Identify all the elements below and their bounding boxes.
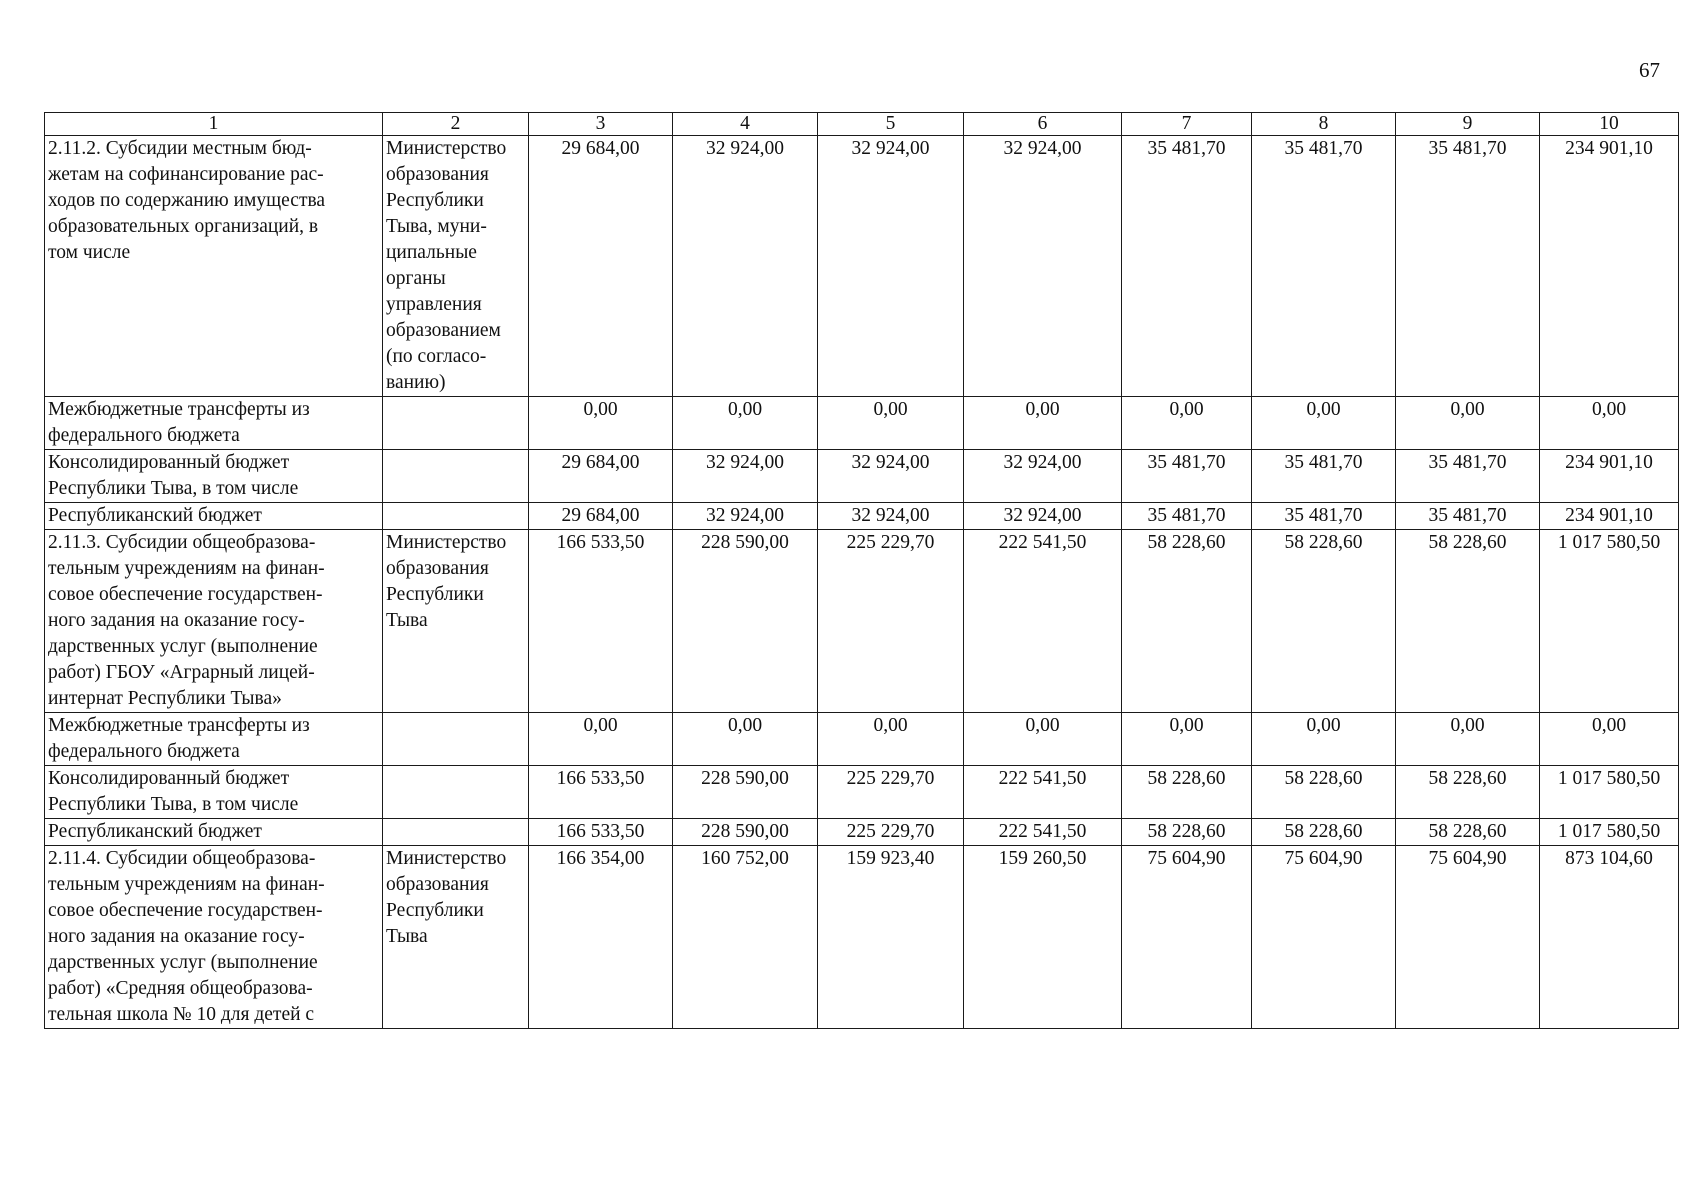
amount-cell: 58 228,60 — [1122, 766, 1252, 819]
amount-cell: 32 924,00 — [964, 450, 1122, 503]
amount-cell: 225 229,70 — [818, 766, 964, 819]
amount-cell: 159 923,40 — [818, 846, 964, 1029]
amount-cell: 35 481,70 — [1396, 136, 1540, 397]
amount-cell: 32 924,00 — [673, 450, 818, 503]
row-description: Республиканский бюджет — [45, 503, 383, 530]
amount-cell: 58 228,60 — [1122, 819, 1252, 846]
amount-cell: 166 533,50 — [529, 766, 673, 819]
amount-cell: 35 481,70 — [1252, 503, 1396, 530]
amount-cell: 35 481,70 — [1396, 503, 1540, 530]
amount-cell: 166 533,50 — [529, 530, 673, 713]
amount-cell: 159 260,50 — [964, 846, 1122, 1029]
amount-cell: 58 228,60 — [1122, 530, 1252, 713]
table-row — [45, 766, 1679, 819]
amount-cell: 32 924,00 — [818, 136, 964, 397]
column-header: 8 — [1252, 113, 1396, 136]
amount-cell: 58 228,60 — [1396, 766, 1540, 819]
page-number: 67 — [1639, 58, 1660, 82]
amount-cell: 58 228,60 — [1396, 530, 1540, 713]
amount-cell: 222 541,50 — [964, 530, 1122, 713]
row-description: 2.11.4. Субсидии общеобразова- тельным учреждениям на финан- совое обеспечение государствен- ного задания на оказание госу- дарственных услуг (выполнение работ) «Средняя общеобразова- тельная школа № 10 для детей с — [45, 846, 383, 1029]
amount-cell: 35 481,70 — [1122, 450, 1252, 503]
responsible-executor: Министерство образования Республики Тыва — [383, 846, 529, 1029]
amount-cell: 0,00 — [673, 397, 818, 450]
row-description: Межбюджетные трансферты из федерального бюджета — [45, 713, 383, 766]
amount-cell: 228 590,00 — [673, 819, 818, 846]
responsible-executor — [383, 450, 529, 503]
column-header: 2 — [383, 113, 529, 136]
amount-cell: 0,00 — [818, 713, 964, 766]
row-description: Консолидированный бюджет Республики Тыва, в том числе — [45, 766, 383, 819]
amount-cell: 1 017 580,50 — [1540, 530, 1679, 713]
amount-cell: 222 541,50 — [964, 766, 1122, 819]
amount-cell: 0,00 — [964, 713, 1122, 766]
column-header: 9 — [1396, 113, 1540, 136]
amount-cell: 225 229,70 — [818, 819, 964, 846]
amount-cell: 0,00 — [1122, 397, 1252, 450]
table-row — [45, 530, 1679, 713]
amount-cell: 0,00 — [673, 713, 818, 766]
amount-cell: 0,00 — [1396, 713, 1540, 766]
row-description: Консолидированный бюджет Республики Тыва, в том числе — [45, 450, 383, 503]
amount-cell: 166 354,00 — [529, 846, 673, 1029]
amount-cell: 58 228,60 — [1252, 819, 1396, 846]
amount-cell: 225 229,70 — [818, 530, 964, 713]
amount-cell: 58 228,60 — [1252, 530, 1396, 713]
amount-cell: 1 017 580,50 — [1540, 766, 1679, 819]
amount-cell: 0,00 — [1396, 397, 1540, 450]
responsible-executor: Министерство образования Республики Тыва, муни- ципальные органы управления образованием (по согласо- ванию) — [383, 136, 529, 397]
amount-cell: 75 604,90 — [1122, 846, 1252, 1029]
table-row — [45, 503, 1679, 530]
table-row — [45, 450, 1679, 503]
amount-cell: 75 604,90 — [1396, 846, 1540, 1029]
amount-cell: 0,00 — [529, 397, 673, 450]
column-header: 6 — [964, 113, 1122, 136]
responsible-executor: Министерство образования Республики Тыва — [383, 530, 529, 713]
responsible-executor — [383, 397, 529, 450]
amount-cell: 32 924,00 — [818, 503, 964, 530]
amount-cell: 166 533,50 — [529, 819, 673, 846]
amount-cell: 75 604,90 — [1252, 846, 1396, 1029]
responsible-executor — [383, 819, 529, 846]
column-header: 1 — [45, 113, 383, 136]
table-row — [45, 397, 1679, 450]
table-row — [45, 136, 1679, 397]
amount-cell: 29 684,00 — [529, 450, 673, 503]
amount-cell: 35 481,70 — [1122, 503, 1252, 530]
amount-cell: 234 901,10 — [1540, 136, 1679, 397]
amount-cell: 35 481,70 — [1252, 450, 1396, 503]
row-description: 2.11.2. Субсидии местным бюд- жетам на софинансирование рас- ходов по содержанию имущества образовательных организаций, в том числе — [45, 136, 383, 397]
amount-cell: 222 541,50 — [964, 819, 1122, 846]
budget-table — [44, 112, 1679, 1029]
amount-cell: 228 590,00 — [673, 530, 818, 713]
table-row — [45, 713, 1679, 766]
amount-cell: 0,00 — [1540, 713, 1679, 766]
amount-cell: 35 481,70 — [1122, 136, 1252, 397]
responsible-executor — [383, 766, 529, 819]
row-description: Республиканский бюджет — [45, 819, 383, 846]
amount-cell: 32 924,00 — [673, 503, 818, 530]
amount-cell: 0,00 — [1252, 713, 1396, 766]
amount-cell: 32 924,00 — [673, 136, 818, 397]
amount-cell: 35 481,70 — [1396, 450, 1540, 503]
header-row — [45, 113, 1679, 136]
amount-cell: 1 017 580,50 — [1540, 819, 1679, 846]
amount-cell: 234 901,10 — [1540, 503, 1679, 530]
amount-cell: 0,00 — [1540, 397, 1679, 450]
amount-cell: 0,00 — [964, 397, 1122, 450]
table-body — [45, 136, 1679, 1029]
column-header: 4 — [673, 113, 818, 136]
column-header: 10 — [1540, 113, 1679, 136]
amount-cell: 58 228,60 — [1396, 819, 1540, 846]
responsible-executor — [383, 713, 529, 766]
table-row — [45, 819, 1679, 846]
amount-cell: 873 104,60 — [1540, 846, 1679, 1029]
amount-cell: 234 901,10 — [1540, 450, 1679, 503]
table-row — [45, 846, 1679, 1029]
amount-cell: 0,00 — [818, 397, 964, 450]
amount-cell: 0,00 — [1122, 713, 1252, 766]
amount-cell: 29 684,00 — [529, 503, 673, 530]
amount-cell: 29 684,00 — [529, 136, 673, 397]
column-header: 3 — [529, 113, 673, 136]
amount-cell: 58 228,60 — [1252, 766, 1396, 819]
row-description: Межбюджетные трансферты из федерального бюджета — [45, 397, 383, 450]
responsible-executor — [383, 503, 529, 530]
amount-cell: 0,00 — [1252, 397, 1396, 450]
amount-cell: 32 924,00 — [964, 503, 1122, 530]
amount-cell: 32 924,00 — [818, 450, 964, 503]
column-header: 5 — [818, 113, 964, 136]
amount-cell: 0,00 — [529, 713, 673, 766]
amount-cell: 35 481,70 — [1252, 136, 1396, 397]
column-header: 7 — [1122, 113, 1252, 136]
amount-cell: 160 752,00 — [673, 846, 818, 1029]
amount-cell: 32 924,00 — [964, 136, 1122, 397]
amount-cell: 228 590,00 — [673, 766, 818, 819]
row-description: 2.11.3. Субсидии общеобразова- тельным учреждениям на финан- совое обеспечение государствен- ного задания на оказание госу- дарственных услуг (выполнение работ) ГБОУ «Аграрный лицей- интернат Республики Тыва» — [45, 530, 383, 713]
